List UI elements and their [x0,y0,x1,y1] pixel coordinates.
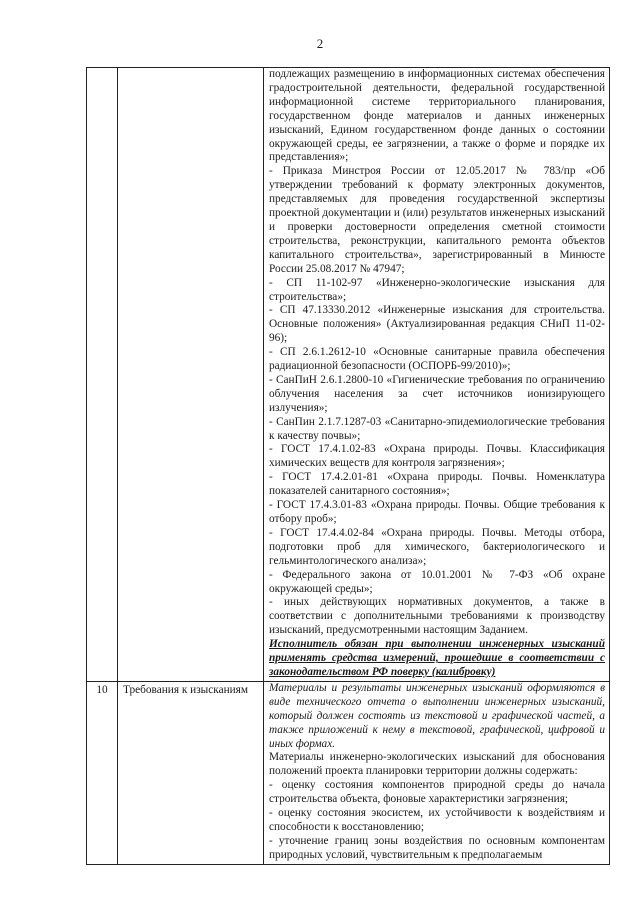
requirement-paragraph: - СП 47.13330.2012 «Инженерные изыскания для строительства. Основные положения» (Актуализированная редакция СНиП 11-02-96); [269,304,605,345]
requirement-paragraph: - СанПин 2.1.7.1287-03 «Санитарно-эпидемиологические требования к качеству почвы»; [269,415,605,442]
row-number [87,68,117,70]
requirement-paragraph: - иных действующих нормативных документов, а также в соответствии с дополнительными требованиями к производству изысканий, предусмотренными настоящим Заданием. [269,596,605,637]
row-title-cell [118,681,264,864]
requirement-paragraph: Исполнитель обязан при выполнении инженерных изысканий применять средства измерений, прошедшие в соответствии с законодательством РФ поверку (калибровку) [269,638,605,678]
row-content-cell [264,681,610,864]
row-content-cell [264,68,610,682]
requirement-paragraph: - оценку состояния экосистем, их устойчивости к воздействиям и способности к восстановлению; [269,807,605,833]
table-row [87,68,610,682]
row-number-cell [87,68,118,682]
requirement-paragraph: - ГОСТ 17.4.3.01-83 «Охрана природы. Почвы. Общие требования к отбору проб»; [269,499,605,525]
row-number-cell [87,681,118,864]
requirement-paragraph: - оценку состояния компонентов природной среды до начала строительства объекта, фоновые характеристики загрязнения; [269,779,605,806]
table-row [87,681,610,864]
requirement-paragraph: - уточнение границ зоны воздействия по основным компонентам природных условий, чувствительным к предполагаемым [269,834,605,861]
row-title-cell [118,68,264,682]
requirement-paragraph: подлежащих размещению в информационных системах обеспечения градостроительной деятельности, федеральной государственной информационной системе территориального планирования, государственном фонде материалов и данных инженерных изысканий, Едином государственном фонде данных о состоянии окружающей среды, ее загрязнении, а также о форме и порядке их представления»; [269,68,605,164]
requirements-table-body [87,68,610,865]
row-title [123,68,263,70]
requirement-paragraph: - Федерального закона от 10.01.2001 № 7-ФЗ «Об охране окружающей среды»; [269,568,605,595]
row-number: 10 [96,683,108,696]
requirement-paragraph: - ГОСТ 17.4.4.02-84 «Охрана природы. Почвы. Методы отбора, подготовки проб для химического, бактериологического и гельминтологического анализа»; [269,526,605,567]
requirement-paragraph: - ГОСТ 17.4.2.01-81 «Охрана природы. Почвы. Номенклатура показателей санитарного состояния»; [269,471,605,498]
requirements-table [86,67,610,865]
row-title: Требования к изысканиям [123,683,249,696]
requirement-paragraph: - Приказа Минстроя России от 12.05.2017 № 783/пр «Об утверждении требований к формату электронных документов, представляемых для проведения государственной экспертизы проектной документации и (или) результатов инженерных изысканий и проверки достоверности определения сметной стоимости строительства, реконструкции, капитального ремонта объектов капитального строительства», зарегистрированный в Минюсте России 25.08.2017 № 47947; [269,165,605,275]
requirement-paragraph: Материалы и результаты инженерных изысканий оформляются в виде технического отчета о выполнении инженерных изысканий, который должен состоять из текстовой и графической частей, а также приложений к нему в текстовой, графической, цифровой и иных формах. [269,681,605,750]
requirement-paragraph: - СП 2.6.1.2612-10 «Основные санитарные правила обеспечения радиационной безопасности (ОСПОРБ-99/2010)»; [269,346,605,373]
requirement-paragraph: - ГОСТ 17.4.1.02-83 «Охрана природы. Почвы. Классификация химических веществ для контроля загрязнения»; [269,443,605,470]
requirement-paragraph: - СанПиН 2.6.1.2800-10 «Гигиенические требования по ограничению облучения населения за счет источников ионизирующего излучения»; [269,373,605,414]
page-number: 2 [316,36,324,51]
requirement-paragraph: - СП 11-102-97 «Инженерно-экологические изыскания для строительства»; [269,276,605,303]
requirement-paragraph: Материалы инженерно-экологических изысканий для обоснования положений проекта планировки территории должны содержать: [269,751,605,778]
